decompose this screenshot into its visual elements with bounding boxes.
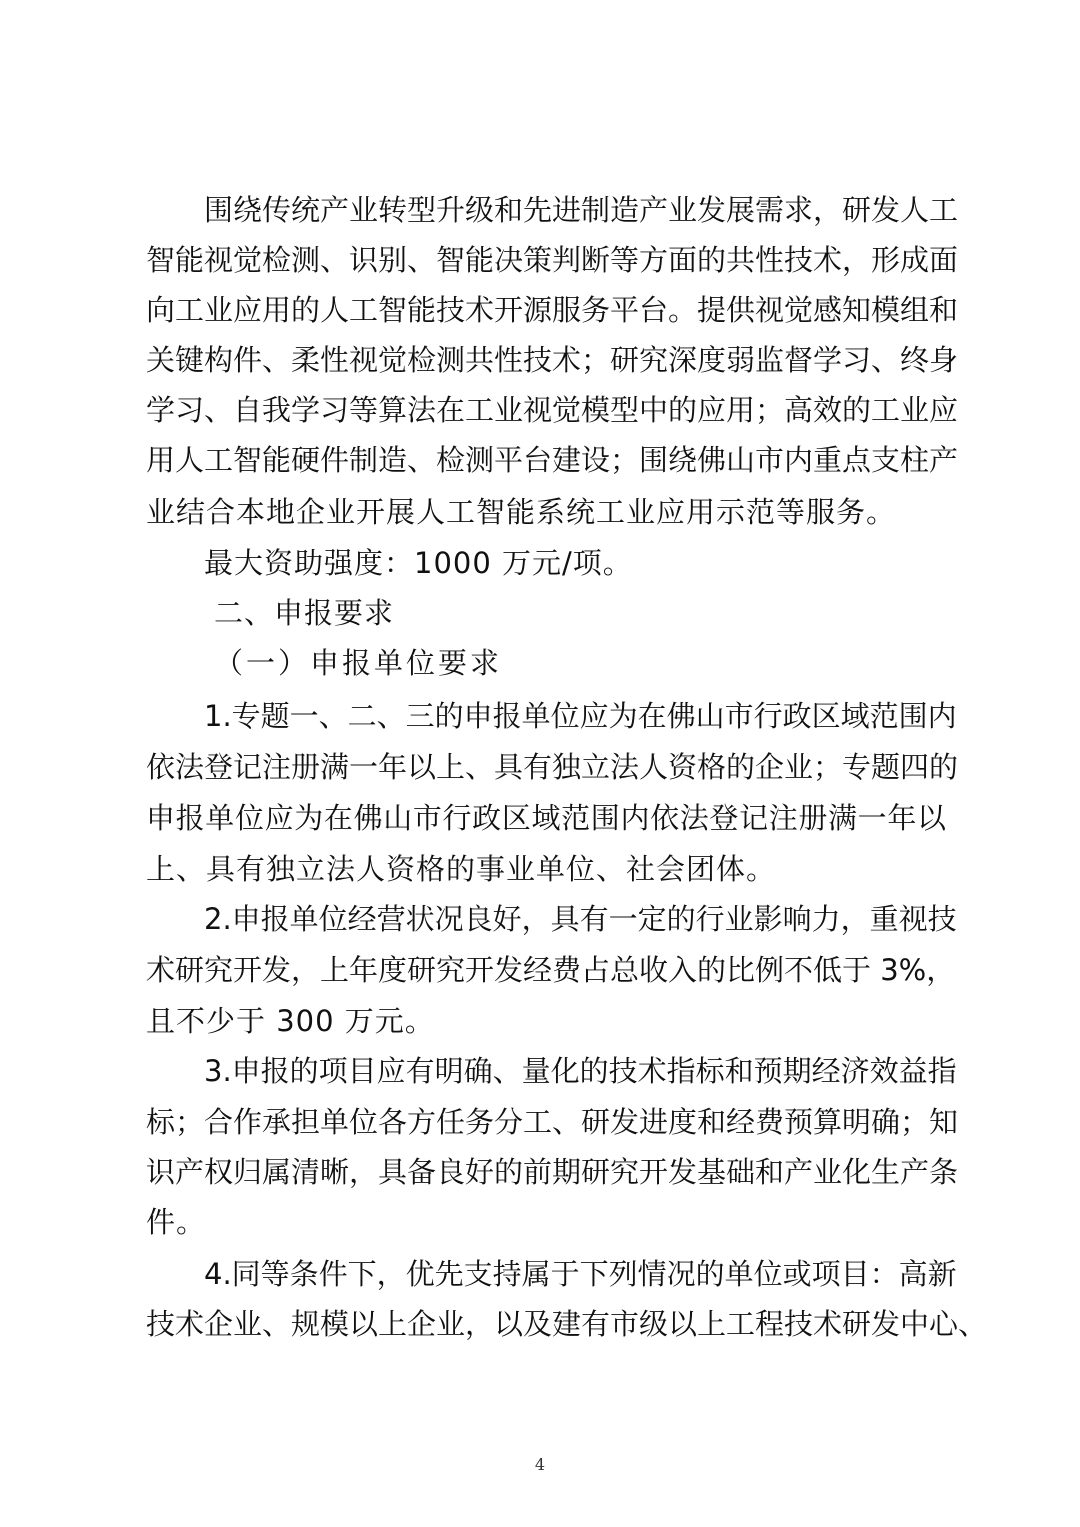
paragraph-line: 技术企业、规模以上企业，以及建有市级以上工程技术研发中心、 — [146, 1307, 988, 1341]
paragraph-line: 业结合本地企业开展人工智能系统工业应用示范等服务。 — [146, 495, 897, 529]
paragraph-line: 依法登记注册满一年以上、具有独立法人资格的企业；专题四的 — [146, 750, 959, 784]
paragraph-line: 围绕传统产业转型升级和先进制造产业发展需求，研发人工 — [204, 193, 959, 227]
paragraph-line: 3.申报的项目应有明确、量化的技术指标和预期经济效益指 — [204, 1054, 957, 1088]
paragraph-line: 用人工智能硬件制造、检测平台建设；围绕佛山市内重点支柱产 — [146, 443, 959, 477]
paragraph-line: 关键构件、柔性视觉检测共性技术；研究深度弱监督学习、终身 — [146, 343, 959, 377]
section-heading: 二、申报要求 — [214, 596, 395, 630]
paragraph-line: 1.专题一、二、三的申报单位应为在佛山市行政区域范围内 — [204, 699, 957, 733]
paragraph-line: 件。 — [146, 1205, 207, 1239]
paragraph-line: 术研究开发，上年度研究开发经费占总收入的比例不低于 3%， — [146, 953, 956, 987]
paragraph-line: 向工业应用的人工智能技术开源服务平台。提供视觉感知模组和 — [146, 293, 959, 327]
page-number: 4 — [534, 1455, 546, 1474]
paragraph-line: 学习、自我学习等算法在工业视觉模型中的应用；高效的工业应 — [146, 393, 959, 427]
paragraph-line: 标；合作承担单位各方任务分工、研发进度和经费预算明确；知 — [146, 1105, 959, 1139]
subsection-heading: （一）申报单位要求 — [214, 646, 503, 680]
paragraph-line: 2.申报单位经营状况良好，具有一定的行业影响力，重视技 — [204, 902, 957, 936]
paragraph-line: 智能视觉检测、识别、智能决策判断等方面的共性技术，形成面 — [146, 243, 959, 277]
paragraph-line: 上、具有独立法人资格的事业单位、社会团体。 — [146, 852, 777, 886]
paragraph-line: 识产权归属清晰，具备良好的前期研究开发基础和产业化生产条 — [146, 1155, 959, 1189]
paragraph-line: 且不少于 300 万元。 — [146, 1004, 435, 1038]
max-funding-line: 最大资助强度：1000 万元/项。 — [204, 546, 633, 580]
paragraph-line: 申报单位应为在佛山市行政区域范围内依法登记注册满一年以 — [146, 801, 946, 835]
paragraph-line: 4.同等条件下，优先支持属于下列情况的单位或项目：高新 — [204, 1257, 957, 1291]
